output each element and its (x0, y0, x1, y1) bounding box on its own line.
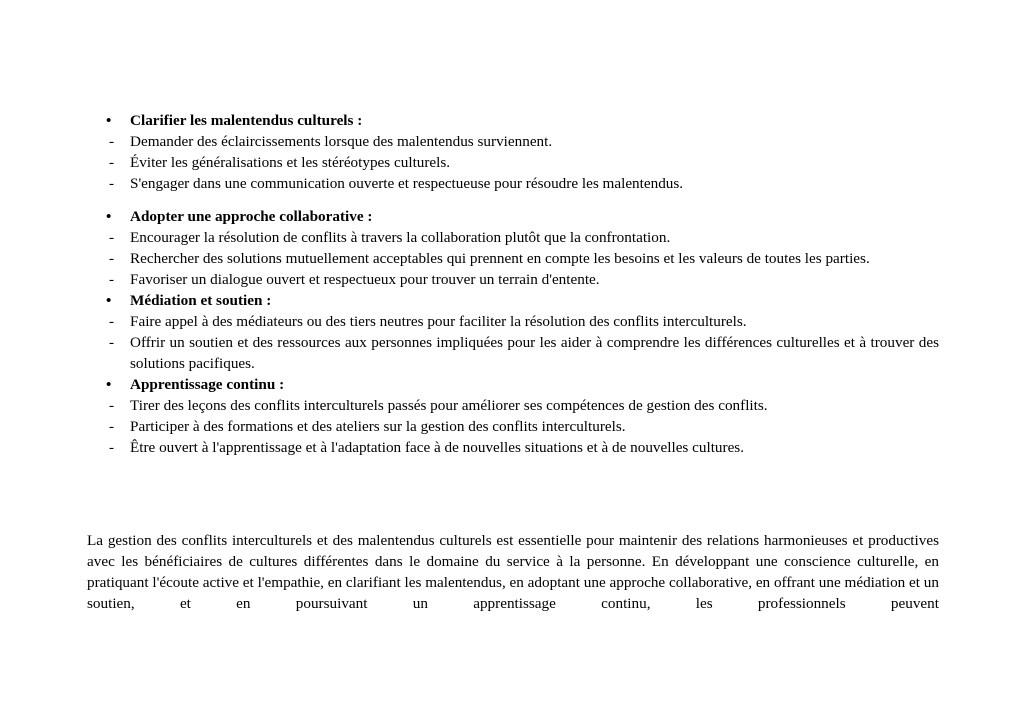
dash-marker: - (109, 271, 115, 288)
list-item-text: Être ouvert à l'apprentissage et à l'adaptation face à de nouvelles situations et à de nouvelles cultures. (130, 439, 745, 456)
dash-marker: - (109, 175, 115, 192)
bullet-list (87, 110, 939, 458)
dash-marker: - (109, 133, 115, 150)
list-item (87, 395, 939, 416)
section-heading-text: Médiation et soutien : (130, 292, 272, 309)
list-item (87, 437, 939, 458)
list-item (87, 311, 939, 332)
dash-marker: - (109, 418, 115, 435)
dash-marker: - (109, 250, 115, 267)
list-item (87, 227, 939, 248)
list-item-text: S'engager dans une communication ouverte et respectueuse pour résoudre les malentendus. (130, 175, 684, 192)
list-item (87, 416, 939, 437)
list-item-text: Demander des éclaircissements lorsque des malentendus surviennent. (130, 133, 553, 150)
section-heading (87, 374, 939, 395)
dash-marker: - (109, 397, 115, 414)
section-heading (87, 110, 939, 131)
bullet-icon: • (106, 112, 112, 129)
bullet-icon: • (106, 376, 112, 393)
list-item-text: Éviter les généralisations et les stéréotypes culturels. (130, 154, 451, 171)
list-item-text: Rechercher des solutions mutuellement acceptables qui prennent en compte les besoins et les valeurs de toutes les parties. (130, 250, 870, 267)
list-item (87, 332, 939, 374)
conclusion-paragraph: La gestion des conflits interculturels et des malentendus culturels est essentielle pour maintenir des relations harmonieuses et productives avec les bénéficiaires de cultures différentes dans le domaine du service à la personne. En développant une conscience culturelle, en pratiquant l'écoute active et l'empathie, en clarifiant les malentendus, en adoptant une approche collaborative, en offrant une médiation et un soutien, et en poursuivant un apprentissage continu, les professionnels peuvent (87, 532, 939, 612)
list-item-text: Encourager la résolution de conflits à travers la collaboration plutôt que la confrontation. (130, 229, 671, 246)
dash-marker: - (109, 154, 115, 171)
list-item (87, 131, 939, 152)
section-heading-text: Clarifier les malentendus culturels : (130, 112, 363, 129)
section-spacer (87, 194, 939, 206)
section-heading-text: Apprentissage continu : (130, 376, 285, 393)
list-item-text: Offrir un soutien et des ressources aux personnes impliquées pour les aider à comprendre les différences culturelles et à trouver des solutions pacifiques. (130, 334, 939, 372)
list-item (87, 152, 939, 173)
dash-marker: - (109, 229, 115, 246)
list-item-text: Participer à des formations et des ateliers sur la gestion des conflits interculturels. (130, 418, 626, 435)
list-item (87, 248, 939, 269)
dash-marker: - (109, 313, 115, 330)
list-item (87, 173, 939, 194)
dash-marker: - (109, 439, 115, 456)
bullet-icon: • (106, 208, 112, 225)
section-heading-text: Adopter une approche collaborative : (130, 208, 373, 225)
list-item (87, 269, 939, 290)
dash-marker: - (109, 334, 115, 351)
section-heading (87, 290, 939, 311)
section-heading (87, 206, 939, 227)
list-item-text: Faire appel à des médiateurs ou des tiers neutres pour faciliter la résolution des conflits interculturels. (130, 313, 747, 330)
bullet-icon: • (106, 292, 112, 309)
list-item-text: Tirer des leçons des conflits interculturels passés pour améliorer ses compétences de gestion des conflits. (130, 397, 768, 414)
list-item-text: Favoriser un dialogue ouvert et respectueux pour trouver un terrain d'entente. (130, 271, 600, 288)
